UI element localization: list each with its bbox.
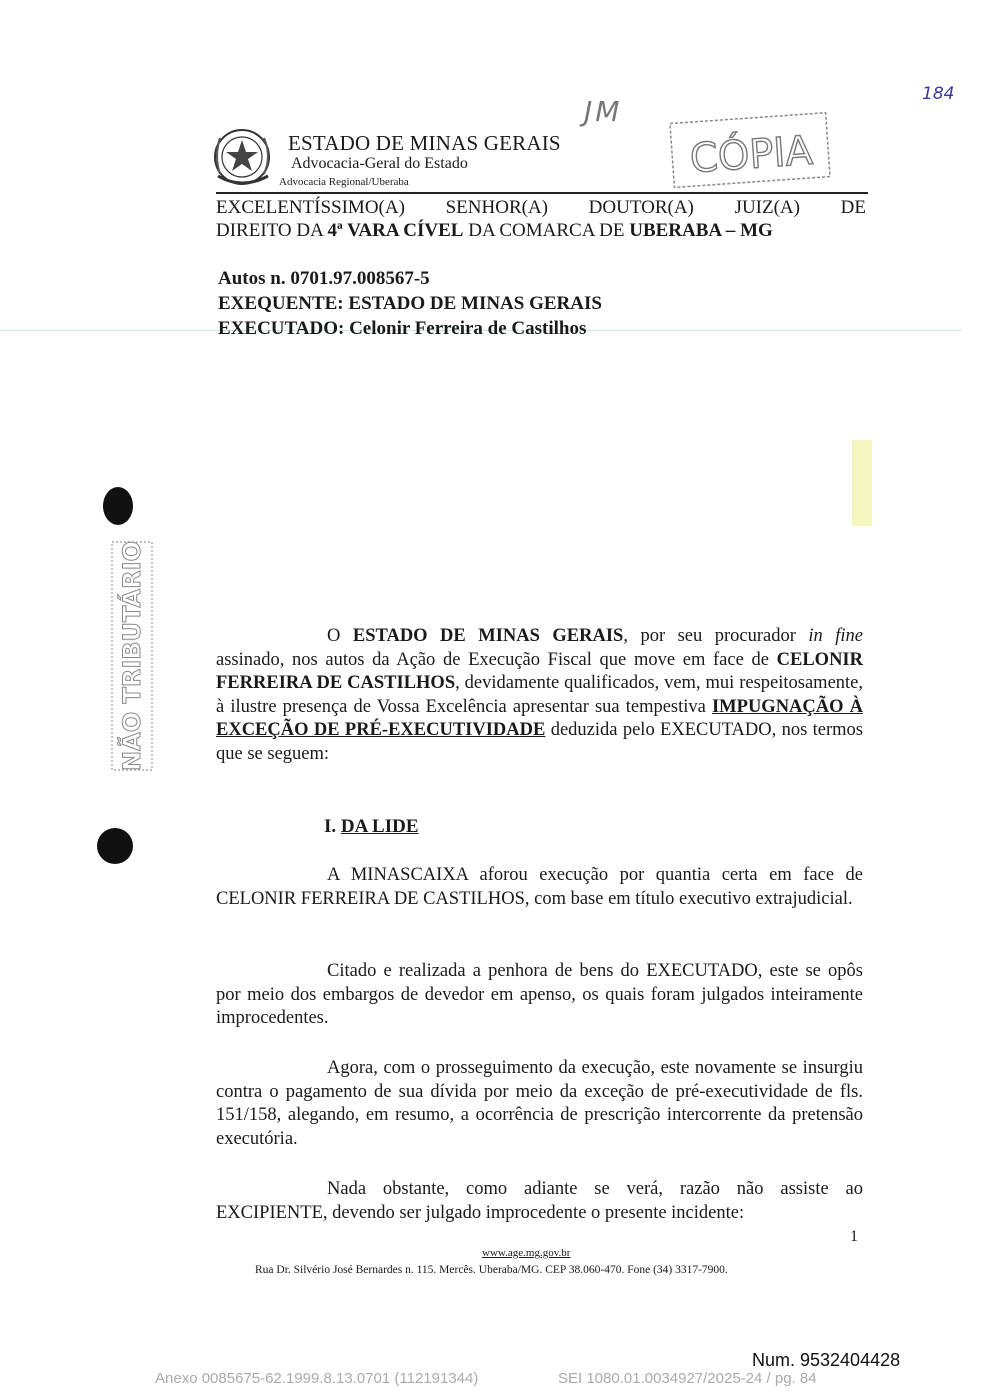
court-name: 4ª VARA CÍVEL xyxy=(327,220,464,241)
document-num: Num. 9532404428 xyxy=(752,1350,901,1370)
intro-text-1: O xyxy=(327,626,353,646)
highlighter-mark xyxy=(852,440,872,526)
paragraph-3: Agora, com o prosseguimento da execução, este novamente se insurgiu contra o pagamento de sua dívida por meio da exceção de pré-executividade de fls. 151/158, alegando, em resumo, a ocorrência de prescrição intercorrente da pretensão executória. xyxy=(216,1058,863,1149)
intro-text-2: , por seu procurador xyxy=(623,626,809,646)
punch-hole-top xyxy=(103,487,133,525)
city-name: UBERABA – MG xyxy=(629,220,773,241)
sei-reference: SEI 1080.01.0034927/2025-24 / pg. 84 xyxy=(558,1370,817,1387)
intro-in-fine: in fine xyxy=(808,626,863,646)
intro-party-state: ESTADO DE MINAS GERAIS xyxy=(352,626,624,646)
website-link[interactable]: www.age.mg.gov.br xyxy=(482,1247,571,1259)
executado-name: Celonir Ferreira de Castilhos xyxy=(349,318,587,339)
agency-name: Advocacia-Geral do Estado xyxy=(291,155,468,172)
addressee-prefix: DIREITO DA xyxy=(216,220,328,241)
copy-stamp xyxy=(668,112,834,188)
executado-line xyxy=(218,316,602,341)
paragraph-1: A MINASCAIXA aforou execução por quantia certa em face de CELONIR FERREIRA DE CASTILHOS, com base em título executivo extrajudicial. xyxy=(216,865,863,909)
exequente-name: ESTADO DE MINAS GERAIS xyxy=(348,293,602,314)
handwritten-initials: JM xyxy=(584,95,623,128)
section-title xyxy=(324,816,419,838)
annex-reference: Anexo 0085675-62.1999.8.13.0701 (112191344) xyxy=(155,1370,479,1387)
intro-text-4: , devidamente qualificados, vem, mui respeitosamente, à ilustre presença de Vossa Excelência apresentar sua tempestiva xyxy=(216,673,864,717)
page-number: 1 xyxy=(850,1228,858,1245)
copy-stamp-text: CÓPIA xyxy=(688,127,815,183)
side-stamp xyxy=(110,540,154,772)
paragraph-2: Citado e realizada a penhora de bens do EXECUTADO, este se opôs por meio dos embargos de devedor em apenso, os quais foram julgados inteiramente improcedentes. xyxy=(216,961,863,1028)
punch-hole-bottom xyxy=(97,828,133,864)
addressee-mid: DA COMARCA DE xyxy=(463,220,630,241)
executado-label: EXECUTADO: xyxy=(218,318,345,339)
folio-number: 184 xyxy=(922,84,955,104)
side-stamp-text: NÃO TRIBUTÁRIO xyxy=(118,541,146,771)
intro-text-3: assinado, nos autos da Ação de Execução Fiscal que move em face de xyxy=(216,649,777,670)
exequente-label: EXEQUENTE: xyxy=(218,293,344,314)
intro-text-5: deduzida pelo EXECUTADO, nos termos que se seguem: xyxy=(216,720,863,764)
paragraph-4: Nada obstante, como adiante se verá, razão não assiste ao EXCIPIENTE, devendo ser julgado improcedente o presente incidente: xyxy=(216,1179,863,1223)
intro-paragraph xyxy=(216,625,863,766)
state-name: ESTADO DE MINAS GERAIS xyxy=(288,131,561,155)
addressee-line-1: EXCELENTÍSSIMO(A) SENHOR(A) DOUTOR(A) JUIZ(A) DE xyxy=(216,197,866,218)
regional-office: Advocacia Regional/Uberaba xyxy=(279,176,409,188)
section-title-text: DA LIDE xyxy=(340,816,419,837)
section-number: I. xyxy=(324,816,341,837)
state-coat-of-arms-icon xyxy=(212,126,288,188)
case-info xyxy=(218,266,602,341)
header-rule xyxy=(216,192,868,194)
case-number: Autos n. 0701.97.008567-5 xyxy=(218,268,430,289)
addressee-line-2 xyxy=(216,219,773,242)
intro-motion-title: IMPUGNAÇÃO À EXCEÇÃO DE PRÉ-EXECUTIVIDADE xyxy=(216,696,863,740)
office-address: Rua Dr. Silvério José Bernardes n. 115. Mercês. Uberaba/MG. CEP 38.060-470. Fone (34) 3317-7900. xyxy=(255,1264,728,1276)
exequente-line xyxy=(218,291,602,316)
intro-party-executed: CELONIR FERREIRA DE CASTILHOS xyxy=(216,649,863,693)
